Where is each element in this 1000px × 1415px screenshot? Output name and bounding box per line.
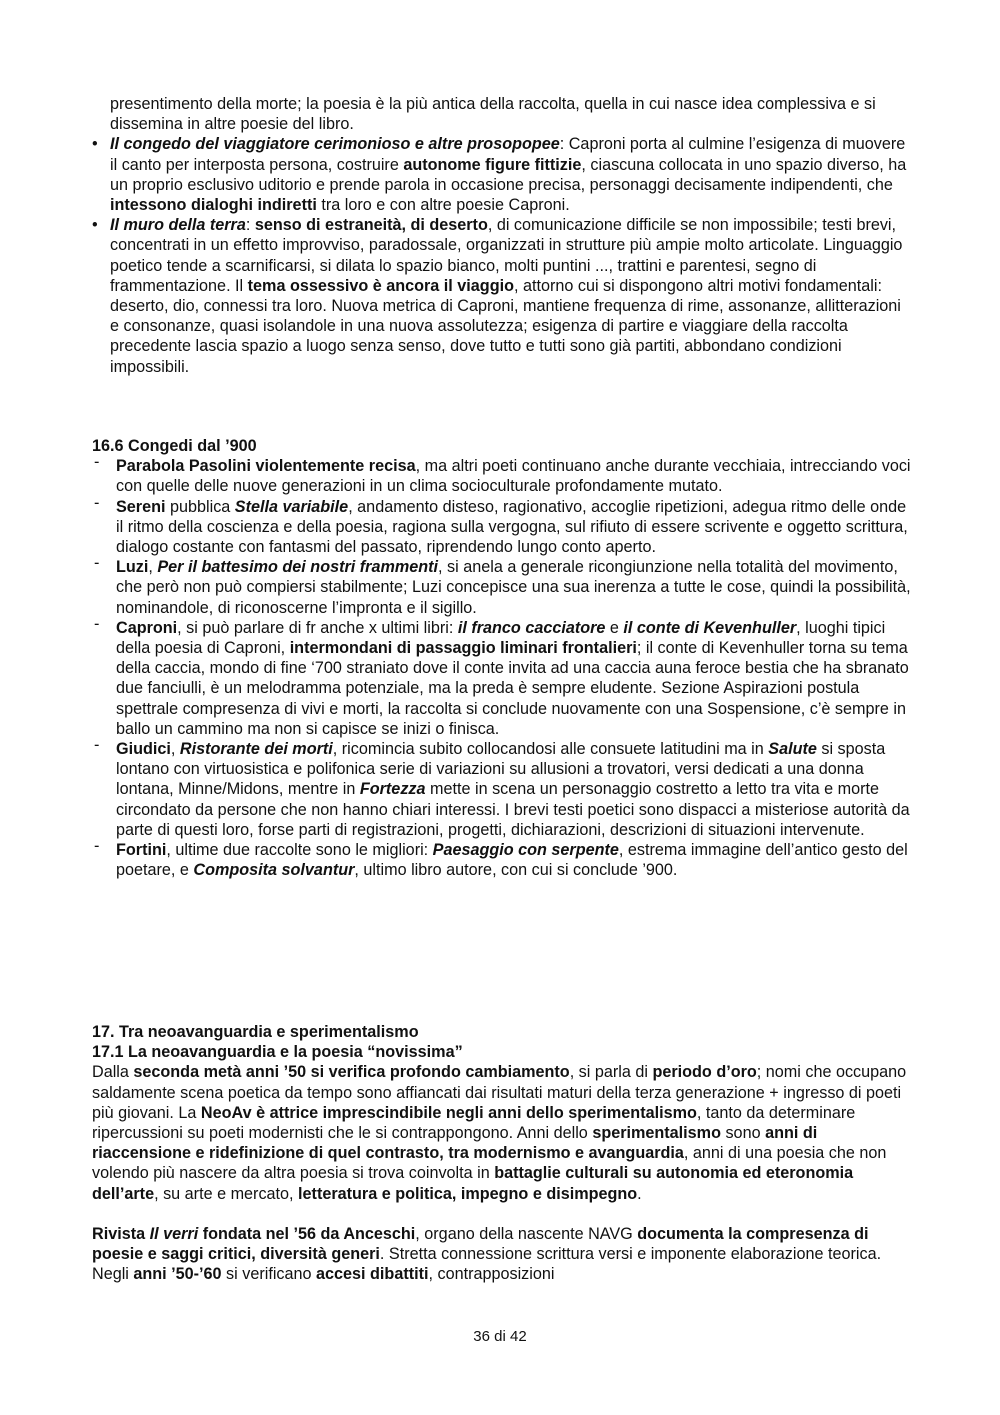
emphasis: Caproni <box>116 618 178 637</box>
emphasis-title: il franco cacciatore <box>457 618 606 637</box>
emphasis <box>180 740 333 758</box>
paragraph <box>92 1062 912 1203</box>
text-run: , andamento disteso, ragionativo, accoglie ripetizioni, adegua ritmo delle onde il ritmo della coscienza e della poesia, ragiona sulla vergogna, sul rifiuto di essere scrivente e oggetto scrittura, dialogo costante con fantasmi del passato, riprendendo lungo conto aperto. <box>116 497 908 557</box>
dash-marker: - <box>94 453 100 472</box>
text-run: si sposta lontano con virtuosistica e polifonica serie di variazioni su allusioni a trovatori, versi dedicati a una donna lontana, Minne/Midons, mentre in <box>116 740 886 799</box>
text-run: , ciascuna collocata in uno spazio diverso, ha un proprio esclusivo uditorio e prende parola in occasione precisa, personaggi decisamente indipendenti, che <box>110 155 907 194</box>
chapter-heading: 17. Tra neoavanguardia e sperimentalismo <box>92 1023 419 1041</box>
emphasis <box>768 740 817 758</box>
text-run: , si può parlare di fr anche x ultimi libri: <box>177 618 458 637</box>
emphasis: anni di riaccensione e ridefinizione di quel contrasto, tra modernismo e avanguardia <box>92 1124 818 1163</box>
caproni-works-list <box>92 94 912 377</box>
emphasis: sperimentalismo <box>592 1124 721 1143</box>
list-item-text <box>116 619 909 738</box>
emphasis: fondata nel ’56 da Anceschi <box>198 1224 416 1243</box>
emphasis-title: Per il battesimo dei nostri frammenti <box>157 558 439 577</box>
list-item <box>92 837 912 880</box>
text-run: , estrema immagine dell’antico gesto del poetare, e <box>116 841 908 880</box>
text-run: mette in scena un personaggio costretto a letto tra vita e morte circondato da persone che non hanno chiari interessi. I brevi testi poetici sono dispacci a misteriose autorità da parte di questi loro, forse parti di registrazioni, progetti, dichiarazioni, descrizioni di situazioni intervenute. <box>116 780 910 839</box>
text-run: , attorno cui si dispongono altri motivi fondamentali: deserto, dio, connessi tra loro. Nuova metrica di Caproni, mantiene frequenza di rime, assonanze, allitterazioni e consonanze, quasi isolandole in una nuova assolutezza; esigenza di partire e viaggiare della raccolta precedente lascia spazio a luogo senza senso, dove tutto e tutti sono già partiti, abbondano condizioni impossibili. <box>110 276 901 376</box>
list-item-text <box>116 498 908 556</box>
text-run: presentimento della morte; la poesia è la più antica della raccolta, quella in cui nasce idea complessiva e si dissemina in altre poesie del libro. <box>110 95 876 134</box>
dash-marker: - <box>94 614 100 633</box>
emphasis <box>157 558 438 576</box>
page-number: 36 di 42 <box>473 1328 527 1345</box>
text-run: , si parla di <box>569 1063 653 1082</box>
text-run: , luoghi tipici della poesia di Caproni, <box>116 618 886 658</box>
emphasis: Fortini <box>116 841 167 860</box>
emphasis-title: Il muro della terra <box>110 216 246 235</box>
text-run: si verificano <box>221 1265 317 1284</box>
emphasis: Giudici <box>116 740 171 759</box>
emphasis: senso di estraneità, di deserto <box>254 216 488 235</box>
text-run: , ultimo libro autore, con cui si conclude ’900. <box>354 861 678 880</box>
emphasis-title: Composita solvantur <box>193 861 355 880</box>
text-run: , ma altri poeti continuano anche durante vecchiaia, intrecciando voci con quelle delle nuove generazioni in un clima socioculturale profondamente mutato. <box>116 457 911 496</box>
emphasis: battaglie culturali su autonomia ed eteronomia dell’arte <box>92 1164 854 1203</box>
bullet-marker: • <box>92 135 98 154</box>
text-run: : <box>245 216 255 235</box>
emphasis: Sereni <box>116 497 166 516</box>
emphasis-title: Paesaggio con serpente <box>432 841 619 860</box>
text-run: sono <box>720 1124 766 1143</box>
emphasis: Luzi <box>116 558 149 577</box>
text-run: ; nomi che occupano saldamente scena poetica da tempo sono affiancati dai risultati maturi della terza generazione + ingresso di poeti più giovani. La <box>92 1063 907 1122</box>
text-run: Dalla <box>92 1063 134 1082</box>
text-run: pubblica <box>165 497 235 516</box>
list-item-text <box>116 740 910 839</box>
list-item <box>92 493 912 558</box>
emphasis <box>110 216 246 234</box>
list-item-text <box>116 457 911 495</box>
text-run: , tanto da determinare ripercussioni su poeti modernisti che le si contrappongono. Anni dello <box>92 1103 856 1143</box>
text-run: e <box>605 618 624 637</box>
emphasis: autonome figure fittizie <box>403 155 582 174</box>
text-run: , su arte e mercato, <box>154 1184 299 1203</box>
emphasis: seconda metà anni ’50 si verifica profondo cambiamento <box>133 1063 570 1082</box>
emphasis: Parabola Pasolini violentemente recisa <box>116 457 416 476</box>
emphasis <box>235 498 348 516</box>
text-run: tra loro e con altre poesie Caproni. <box>316 196 570 215</box>
list-item <box>92 736 912 840</box>
bullet-marker: • <box>92 216 98 235</box>
paragraph-spacer <box>92 1204 912 1224</box>
list-item-text <box>116 841 908 879</box>
dash-marker: - <box>94 493 100 512</box>
dash-marker: - <box>94 554 100 573</box>
emphasis-title: Ristorante dei morti <box>179 740 333 759</box>
emphasis: documenta la compresenza di poesie e saggi critici, diversità generi <box>92 1224 869 1264</box>
text-run: , di comunicazione difficile se non impossibile; testi brevi, concentrati in un effetto improvviso, paradossale, organizzati in strutture più ampie molto articolate. Linguaggio poetico tende a scarnificarsi, si dilata lo spazio bianco, molti puntini ..., trattini e parentesi, segno di frammentazione. Il <box>110 216 903 295</box>
emphasis <box>458 619 606 637</box>
text-run: , <box>170 740 180 759</box>
emphasis: Rivista <box>92 1224 150 1243</box>
section-16-6 <box>92 436 912 880</box>
text-run: ; il conte di Kevenhuller torna su tema della caccia, mondo di fine ‘700 straniato dove il conte invita ad una caccia auna feroce bestia che ha sbranato due fanciulli, è un melodramma potenziale, ma la preda è sempre eludente. Sezione Aspirazioni postula spettrale compresenza di vivi e morti, la raccolta si conclude nuovamente con una Sospensione, c’è sempre in ballo un cammino ma non si capisce se inizi o finisca. <box>116 639 909 738</box>
emphasis <box>150 1225 199 1243</box>
emphasis <box>193 861 354 879</box>
list-item <box>92 453 912 496</box>
emphasis-title: Fortezza <box>359 780 426 799</box>
paragraph <box>92 1224 912 1285</box>
text-run: , organo della nascente NAVG <box>415 1224 638 1243</box>
dash-marker: - <box>94 736 100 755</box>
text-run: , <box>148 558 158 577</box>
emphasis <box>623 619 796 637</box>
emphasis <box>110 135 560 153</box>
emphasis: anni ’50-’60 <box>133 1265 222 1284</box>
emphasis: periodo d’oro <box>652 1063 757 1082</box>
section-17 <box>92 1022 912 1284</box>
section-heading: 16.6 Congedi dal ’900 <box>92 437 257 455</box>
text-run: , si anela a generale ricongiunzione nella totalità del movimento, che però non può compiersi stabilmente; Luzi concepisce una sua inerenza a tutte le cose, quindi la possibilità, nominandole, di riconoscerne l’impronta e il sigillo. <box>116 558 911 617</box>
list-item <box>92 134 912 215</box>
dash-marker: - <box>94 837 100 856</box>
emphasis: letteratura e politica, impegno e disimpegno <box>298 1184 638 1203</box>
list-item-text <box>110 216 902 375</box>
text-run: . Stretta connessione scrittura versi e imponente elaborazione teorica. Negli <box>92 1245 882 1284</box>
text-run: , contrapposizioni <box>428 1265 555 1284</box>
text-run: , ultime due raccolte sono le migliori: <box>166 841 433 860</box>
emphasis <box>433 841 619 859</box>
emphasis: NeoAv è attrice imprescindibile negli anni dello sperimentalismo <box>200 1103 697 1122</box>
text-run: , anni di una poesia che non volendo più nascere da altra poesia si trova coinvolta in <box>92 1144 887 1183</box>
emphasis-title: Il congedo del viaggiatore cerimonioso e altre prosopopee <box>110 135 560 154</box>
section-heading: 17.1 La neoavanguardia e la poesia “novissima” <box>92 1043 463 1062</box>
emphasis: intermondani di passaggio liminari frontalieri <box>289 639 637 658</box>
emphasis-title: il conte di Kevenhuller <box>623 618 797 637</box>
emphasis: accesi dibattiti <box>316 1265 429 1284</box>
list-item-text <box>116 558 911 616</box>
emphasis: intessono dialoghi indiretti <box>110 196 317 215</box>
list-item <box>92 554 912 618</box>
emphasis: tema ossessivo è ancora il viaggio <box>247 276 514 295</box>
list-item-text <box>110 135 906 214</box>
text-run: : Caproni porta al culmine l’esigenza di muovere il canto per interposta persona, costruire <box>110 135 906 174</box>
emphasis-title: Stella variabile <box>234 497 349 516</box>
list-item <box>92 94 912 134</box>
list-item <box>92 614 912 739</box>
emphasis-title: Il verri <box>149 1224 199 1243</box>
text-run: . <box>637 1184 642 1203</box>
emphasis-title: Salute <box>768 740 817 759</box>
list-item <box>92 215 912 377</box>
emphasis <box>360 780 426 798</box>
text-run: , ricomincia subito collocandosi alle consuete latitudini ma in <box>332 740 769 759</box>
